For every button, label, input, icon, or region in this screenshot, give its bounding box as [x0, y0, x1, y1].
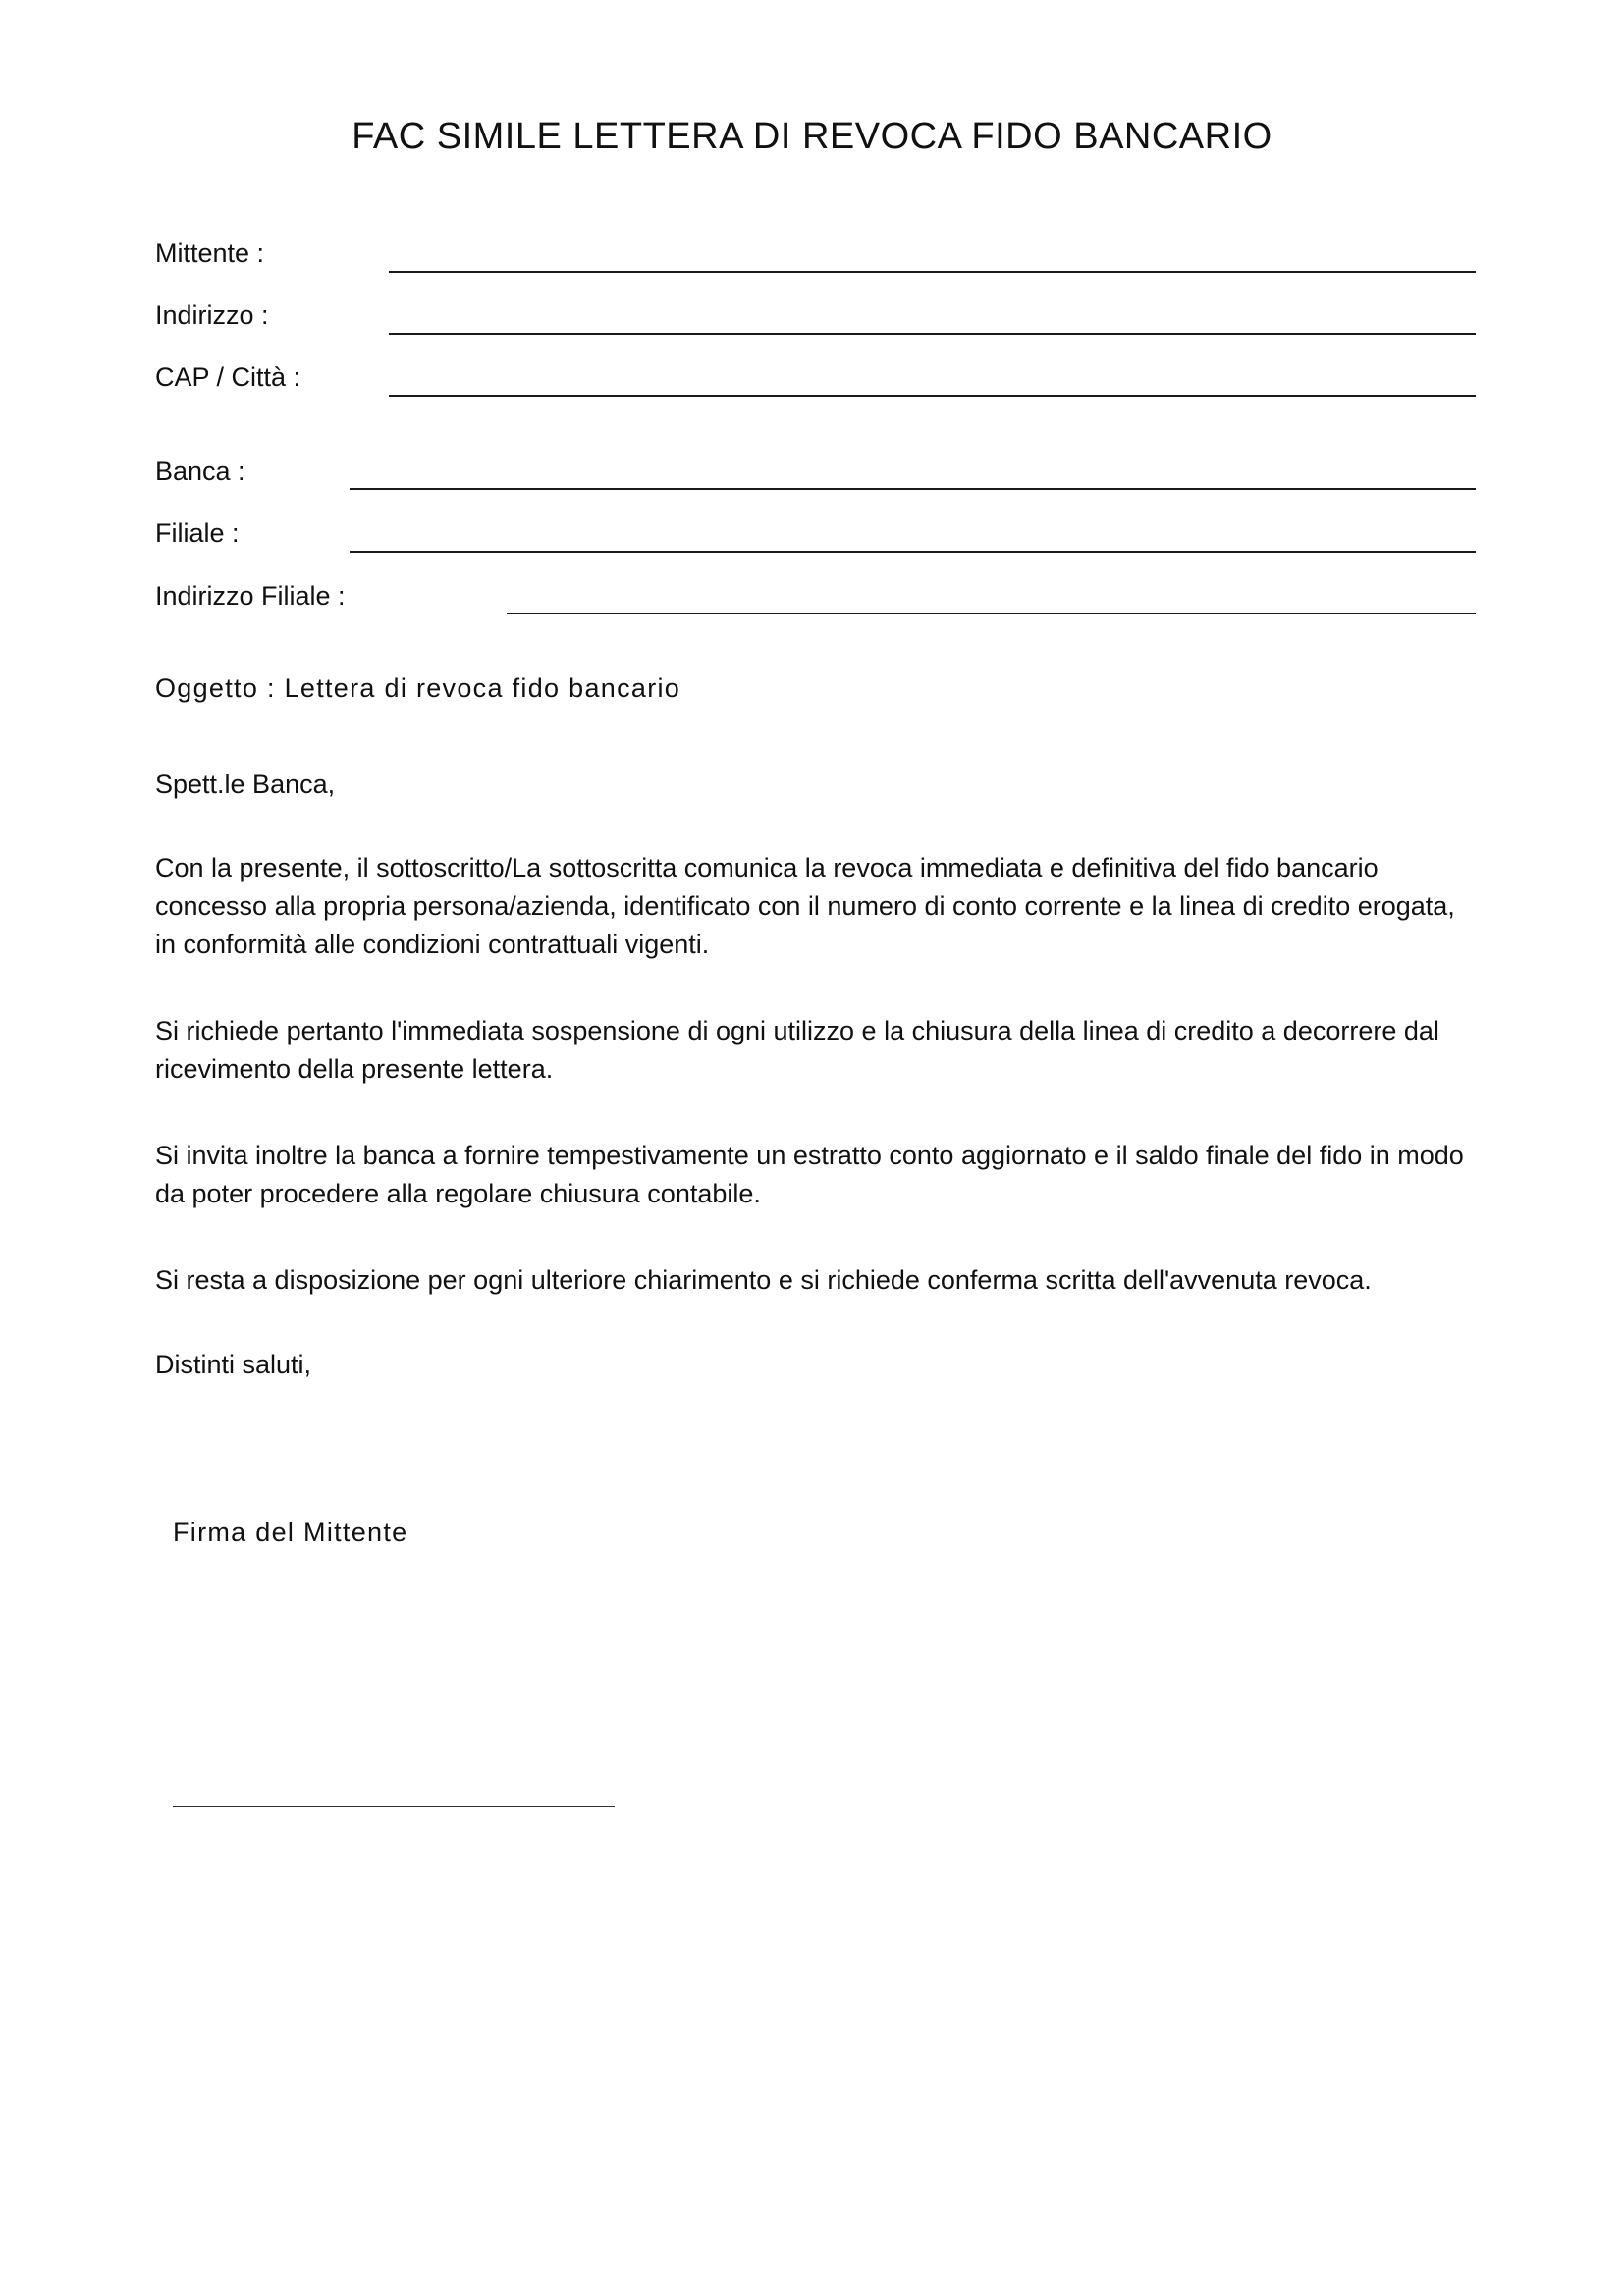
banca-label: Banca :: [155, 456, 245, 486]
document-title: FAC SIMILE LETTERA DI REVOCA FIDO BANCARIO: [352, 116, 1272, 157]
filiale-label: Filiale :: [155, 518, 240, 548]
mittente-label: Mittente :: [155, 239, 265, 268]
signature-label: Firma del Mittente: [173, 1518, 408, 1547]
filiale-field-line[interactable]: [350, 551, 1476, 553]
indirizzo-label: Indirizzo :: [155, 300, 269, 330]
cap-citta-label: CAP / Città :: [155, 362, 301, 392]
body-paragraph-4: Si resta a disposizione per ogni ulteriore chiarimento e si richiede conferma scritta dell'avvenuta revoca.: [155, 1265, 1372, 1295]
indirizzo-filiale-label: Indirizzo Filiale :: [155, 581, 346, 611]
body-paragraph-3: Si invita inoltre la banca a fornire tempestivamente un estratto conto aggiornato e il saldo finale del fido in modo da poter procedere alla regolare chiusura contabile.: [155, 1141, 1464, 1208]
signature-line[interactable]: [173, 1806, 615, 1807]
body-paragraph-1: Con la presente, il sottoscritto/La sottoscritta comunica la revoca immediata e definitiva del fido bancario concesso alla propria persona/azienda, identificato con il numero di conto corrente e la linea di credito erogata, in conformità alle condizioni contrattuali vigenti.: [155, 853, 1455, 959]
mittente-field-line[interactable]: [389, 271, 1476, 273]
salutation: Spett.le Banca,: [155, 770, 336, 799]
closing: Distinti saluti,: [155, 1350, 312, 1379]
body-paragraph-2: Si richiede pertanto l'immediata sospensione di ogni utilizzo e la chiusura della linea di credito a decorrere dal ricevimento della presente lettera.: [155, 1016, 1439, 1084]
indirizzo-field-line[interactable]: [389, 333, 1476, 335]
subject-line: Oggetto : Lettera di revoca fido bancario: [155, 673, 681, 703]
banca-field-line[interactable]: [350, 488, 1476, 490]
indirizzo-filiale-field-line[interactable]: [507, 613, 1476, 614]
cap-citta-field-line[interactable]: [389, 395, 1476, 397]
